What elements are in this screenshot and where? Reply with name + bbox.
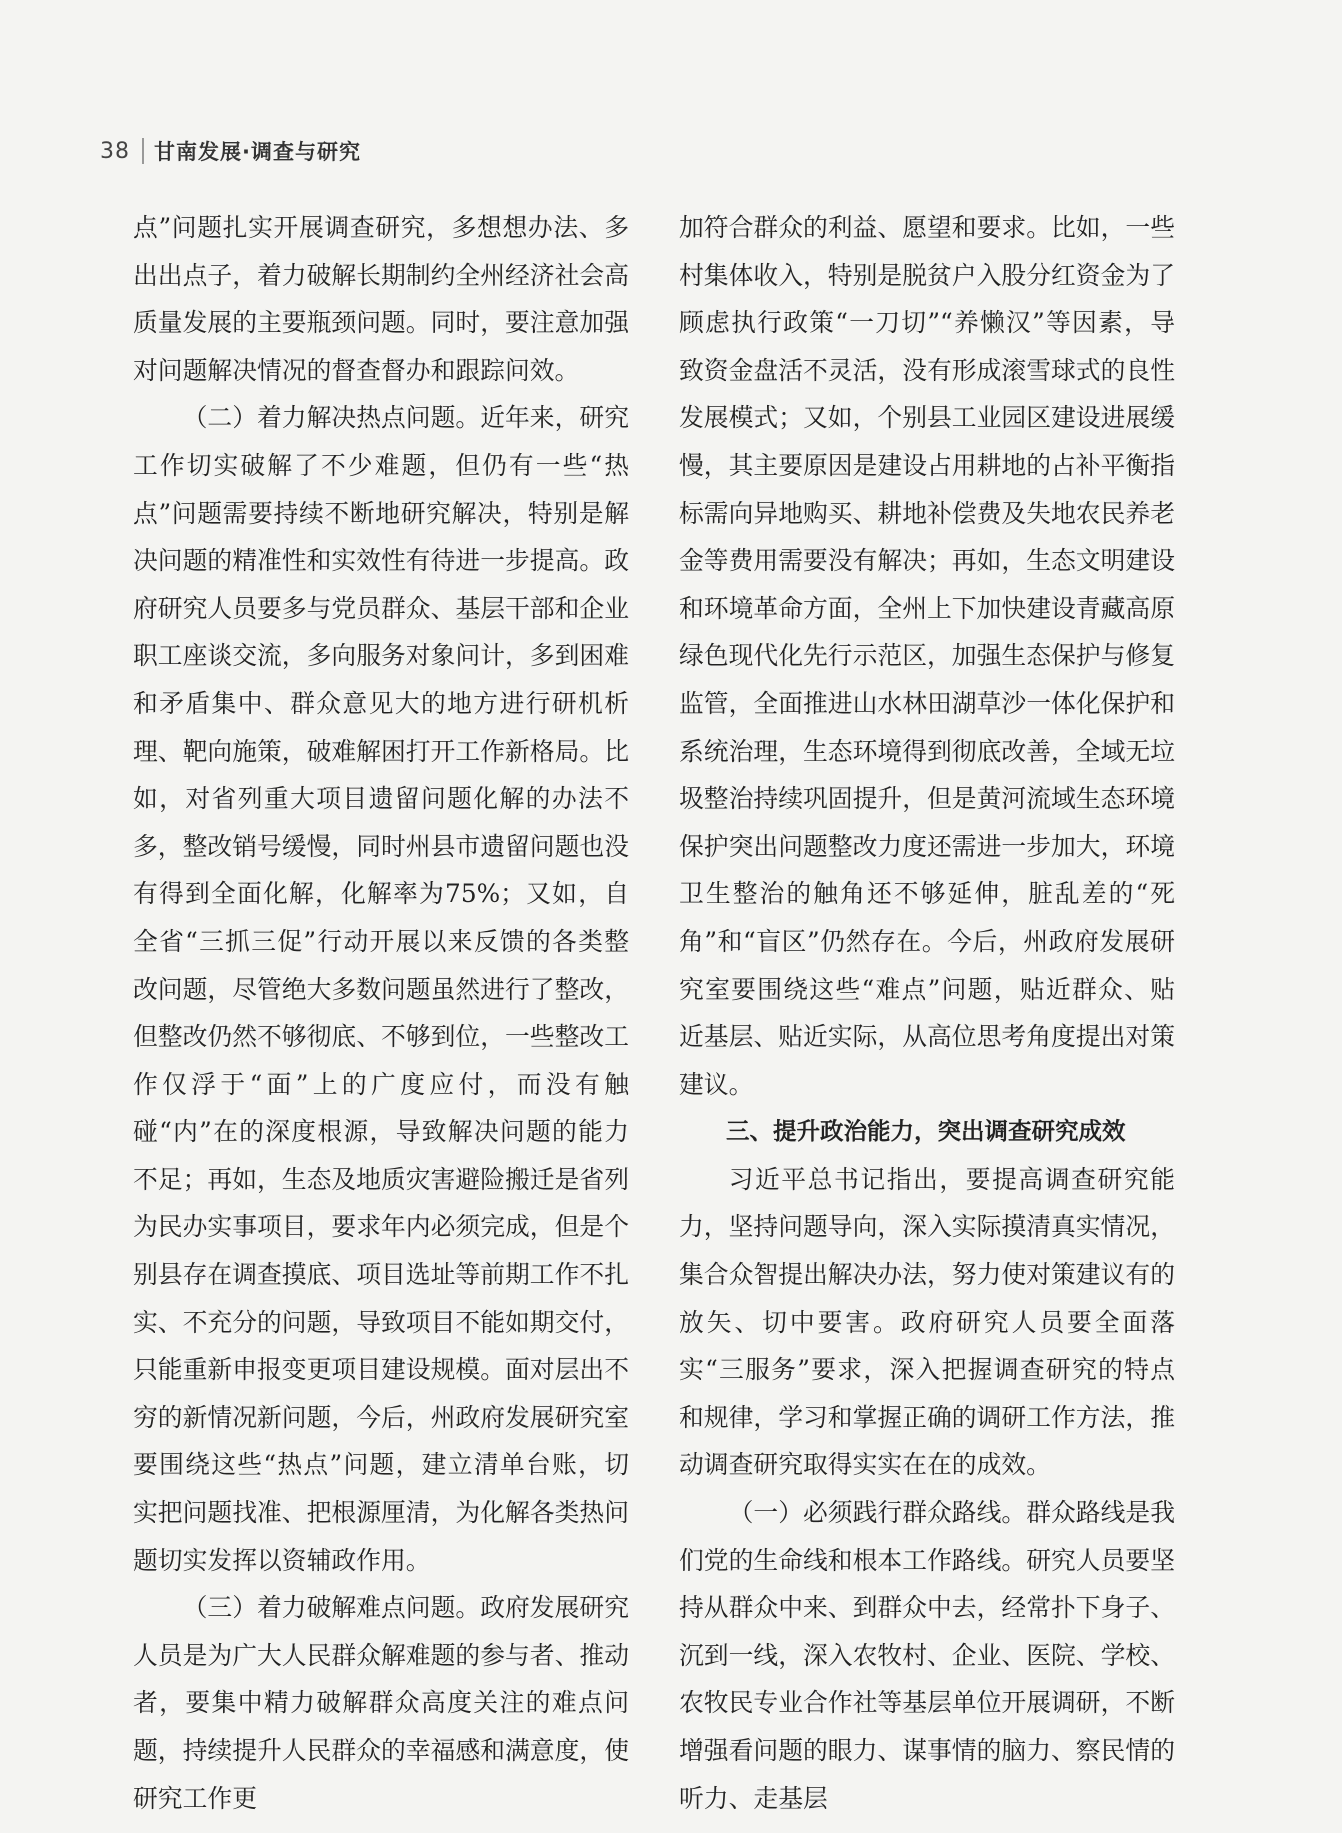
paragraph-continued: 加符合群众的利益、愿望和要求。比如，一些村集体收入，特别是脱贫户入股分红资金为了顾虑执行政策“一刀切”“养懒汉”等因素，导致资金盘活不灵活，没有形成滚雪球式的良性发展模式；又如，个别县工业园区建设进展缓慢，其主要原因是建设占用耕地的占补平衡指标需向异地购买、耕地补偿费及失地农民养老金等费用需要没有解决；再如，生态文明建设和环境革命方面，全州上下加快建设青藏高原绿色现代化先行示范区，加强生态保护与修复监管，全面推进山水林田湖草沙一体化保护和系统治理，生态环境得到彻底改善，全域无垃圾整治持续巩固提升，但是黄河流域生态环境保护突出问题整改力度还需进一步加大，环境卫生整治的触角还不够延伸，脏乱差的“死角”和“盲区”仍然存在。今后，州政府发展研究室要围绕这些“难点”问题，贴近群众、贴近基层、贴近实际，从高位思考角度提出对策建议。	[679, 213, 1175, 1099]
page-header	[100, 136, 361, 166]
page-number: 38	[100, 138, 130, 164]
left-column	[133, 204, 629, 1822]
paragraph: （二）着力解决热点问题。近年来，研究工作切实破解了不少难题，但仍有一些“热点”问题需要持续不断地研究解决，特别是解决问题的精准性和实效性有待进一步提高。政府研究人员要多与党员群众、基层干部和企业职工座谈交流，多向服务对象问计，多到困难和矛盾集中、群众意见大的地方进行研机析理、靶向施策，破难解困打开工作新格局。比如，对省列重大项目遗留问题化解的办法不多，整改销号缓慢，同时州县市遗留问题也没有得到全面化解，化解率为75%；又如，自全省“三抓三促”行动开展以来反馈的各类整改问题，尽管绝大多数问题虽然进行了整改，但整改仍然不够彻底、不够到位，一些整改工作仅浮于“面”上的广度应付，而没有触碰“内”在的深度根源，导致解决问题的能力不足；再如，生态及地质灾害避险搬迁是省列为民办实事项目，要求年内必须完成，但是个别县存在调查摸底、项目选址等前期工作不扎实、不充分的问题，导致项目不能如期交付，只能重新申报变更项目建设规模。面对层出不穷的新情况新问题，今后，州政府发展研究室要围绕这些“热点”问题，建立清单台账，切实把问题找准、把根源厘清，为化解各类热问题切实发挥以资辅政作用。	[133, 403, 629, 1575]
right-column	[679, 204, 1175, 1822]
section-heading: 三、提升政治能力，突出调查研究成效	[726, 1117, 1126, 1146]
paragraph: （三）着力破解难点问题。政府发展研究人员是为广大人民群众解难题的参与者、推动者，要集中精力破解群众高度关注的难点问题，持续提升人民群众的幸福感和满意度，使研究工作更	[133, 1593, 629, 1813]
article-body	[133, 204, 1342, 1833]
paragraph-continued: 点”问题扎实开展调查研究，多想想办法、多出出点子，着力破解长期制约全州经济社会高质量发展的主要瓶颈问题。同时，要注意加强对问题解决情况的督查督办和跟踪问效。	[133, 213, 629, 385]
header-divider	[142, 138, 144, 164]
journal-title: 甘南发展·调查与研究	[154, 140, 361, 164]
paragraph: （一）必须践行群众路线。群众路线是我们党的生命线和根本工作路线。研究人员要坚持从群众中来、到群众中去，经常扑下身子、沉到一线，深入农牧村、企业、医院、学校、农牧民专业合作社等基层单位开展调研，不断增强看问题的眼力、谋事情的脑力、察民情的听力、走基层	[679, 1498, 1175, 1813]
paragraph: 习近平总书记指出，要提高调查研究能力，坚持问题导向，深入实际摸清真实情况，集合众智提出解决办法，努力使对策建议有的放矢、切中要害。政府研究人员要全面落实“三服务”要求，深入把握调查研究的特点和规律，学习和掌握正确的调研工作方法，推动调查研究取得实实在在的成效。	[679, 1164, 1175, 1480]
